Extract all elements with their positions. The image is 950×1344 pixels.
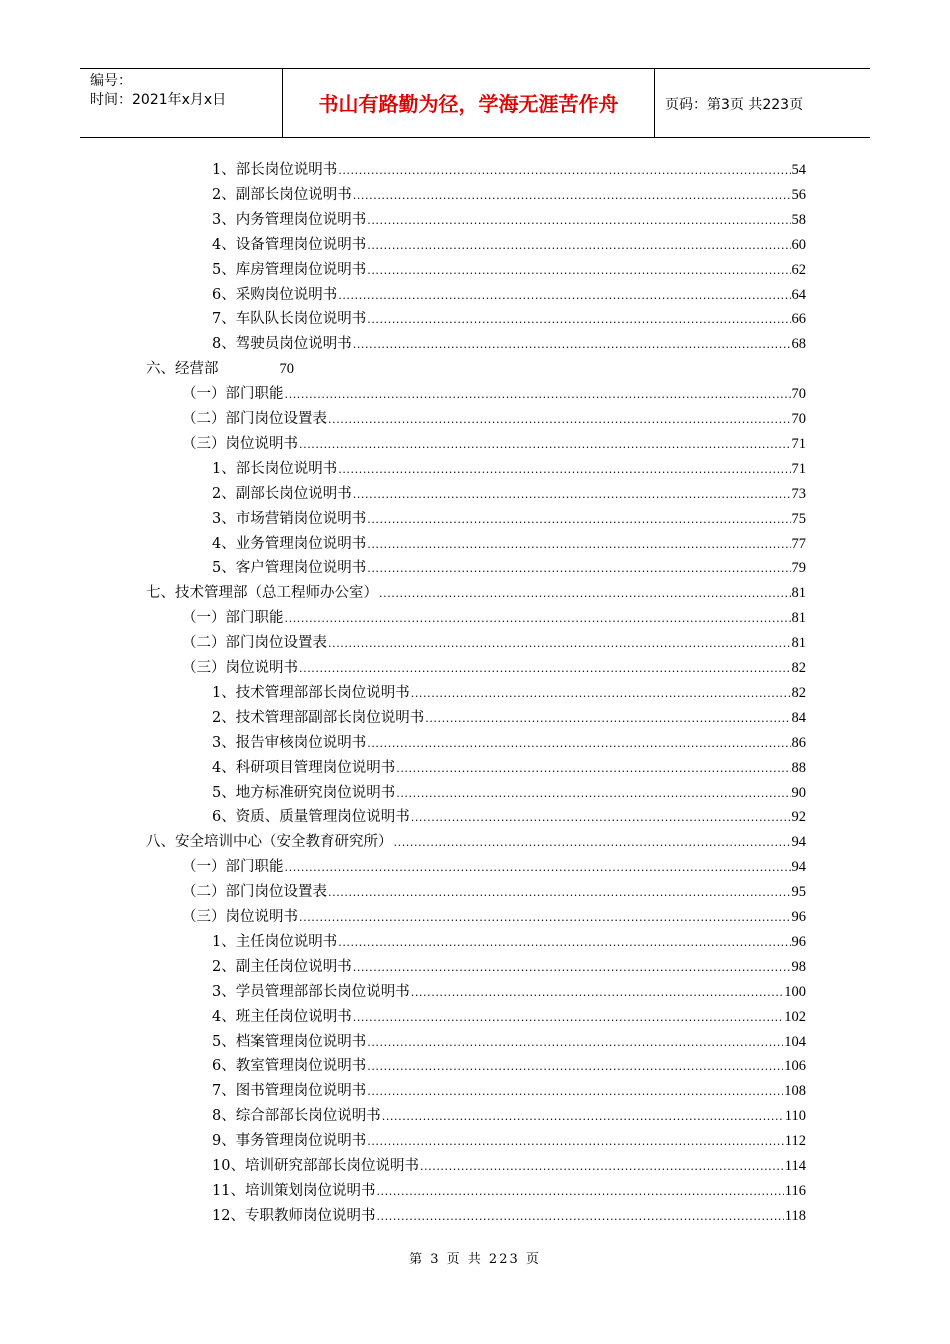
toc-entry[interactable] [212, 732, 806, 754]
toc-entry[interactable] [182, 856, 806, 878]
toc-entry[interactable] [212, 184, 806, 206]
toc-dot-leader [367, 733, 790, 755]
toc-dot-leader [411, 982, 784, 1004]
toc-entry-title: 八、安全培训中心（安全教育研究所） [146, 834, 393, 851]
toc-entry[interactable] [212, 1155, 806, 1177]
toc-entry[interactable] [182, 632, 806, 654]
toc-entry-page: 71 [791, 435, 806, 452]
header-motto-cell [283, 69, 655, 137]
page-footer: 第 3 页 共 223 页 [409, 1252, 541, 1267]
toc-entry-title: 6、采购岗位说明书 [212, 286, 338, 303]
toc-dot-leader [285, 384, 791, 406]
toc-dot-leader [379, 583, 791, 605]
toc-entry[interactable] [212, 508, 806, 530]
toc-entry[interactable] [212, 533, 806, 555]
toc-entry-title: 8、综合部部长岗位说明书 [212, 1108, 381, 1125]
toc-entry[interactable] [212, 1006, 806, 1028]
toc-dot-leader [338, 932, 790, 954]
toc-entry[interactable] [212, 259, 806, 281]
toc-entry-title: 1、部长岗位说明书 [212, 460, 338, 477]
toc-dot-leader [338, 459, 790, 481]
toc-entry-page: 84 [791, 709, 806, 726]
toc-entry-title: （三）岗位说明书 [182, 909, 298, 925]
toc-dot-leader [299, 434, 791, 456]
toc-entry[interactable] [212, 707, 806, 729]
toc-entry[interactable] [212, 981, 806, 1003]
toc-entry-title: 9、事务管理岗位说明书 [212, 1133, 367, 1150]
toc-dot-leader [367, 534, 790, 556]
toc-entry-page: 112 [784, 1133, 806, 1150]
toc-entry-title: 2、技术管理部副部长岗位说明书 [212, 709, 425, 726]
toc-dot-leader [328, 409, 791, 431]
toc-entry-title: 3、报告审核岗位说明书 [212, 734, 367, 751]
toc-dot-leader [353, 185, 791, 207]
toc-dot-leader [328, 882, 791, 904]
toc-entry-page: 79 [791, 560, 806, 577]
toc-entry[interactable] [146, 582, 806, 604]
toc-entry-page: 86 [791, 734, 806, 751]
toc-entry-page: 92 [791, 809, 806, 826]
toc-entry-title: 七、技术管理部（总工程师办公室） [146, 585, 378, 602]
toc-dot-leader [353, 484, 791, 506]
toc-entry-title: （三）岗位说明书 [182, 435, 298, 452]
toc-entry-page: 82 [791, 660, 806, 676]
toc-entry-title: 2、副部长岗位说明书 [212, 485, 352, 502]
toc-entry-title: 3、学员管理部部长岗位说明书 [212, 983, 410, 1000]
toc-dot-leader [367, 235, 790, 257]
toc-entry-page: 116 [784, 1182, 806, 1199]
toc-entry[interactable] [212, 1105, 806, 1127]
toc-entry-title: 3、市场营销岗位说明书 [212, 510, 367, 527]
toc-dot-leader [285, 857, 791, 879]
toc-dot-leader [367, 260, 790, 282]
toc-entry-title: 1、技术管理部部长岗位说明书 [212, 684, 410, 701]
toc-entry-title: 3、内务管理岗位说明书 [212, 211, 367, 228]
toc-entry[interactable] [212, 159, 806, 181]
toc-entry-page: 66 [791, 311, 806, 328]
toc-entry-page: 95 [791, 884, 806, 901]
toc-entry[interactable] [212, 931, 806, 953]
toc-dot-leader [367, 210, 790, 232]
toc-dot-leader [338, 285, 790, 307]
toc-entry[interactable] [212, 682, 806, 704]
toc-entry-page: 88 [791, 759, 806, 776]
toc-entry[interactable] [212, 284, 806, 306]
toc-dot-leader [411, 683, 791, 705]
toc-dot-leader [376, 1181, 783, 1203]
toc-entry-page: 77 [791, 535, 806, 552]
toc-entry-title: 4、设备管理岗位说明书 [212, 236, 367, 253]
toc-dot-leader [367, 509, 790, 531]
toc-entry[interactable] [212, 1205, 806, 1227]
toc-entry-title: 4、业务管理岗位说明书 [212, 535, 367, 552]
toc-entry-page: 56 [791, 186, 806, 203]
toc-entry-page: 58 [791, 211, 806, 228]
toc-entry[interactable] [212, 234, 806, 256]
toc-dot-leader [367, 558, 790, 580]
toc-entry-page: 64 [791, 286, 806, 303]
toc-entry-title: 7、车队队长岗位说明书 [212, 311, 367, 328]
toc-entry-title: 1、主任岗位说明书 [212, 933, 338, 950]
toc-entry-page: 102 [784, 1008, 806, 1025]
toc-dot-leader [285, 608, 791, 630]
toc-entry[interactable] [212, 782, 806, 804]
toc-entry[interactable] [212, 1130, 806, 1152]
toc-entry-page: 73 [791, 485, 806, 502]
toc-entry-title: 5、库房管理岗位说明书 [212, 261, 367, 278]
toc-entry-title: （一）部门职能 [182, 859, 284, 876]
toc-entry-title: （二）部门岗位设置表 [182, 411, 327, 427]
toc-dot-leader [353, 957, 791, 979]
toc-entry-title: 11、培训策划岗位说明书 [212, 1182, 376, 1199]
toc-entry-page: 108 [784, 1083, 806, 1100]
toc-entry-page: 81 [791, 635, 806, 652]
toc-entry-title: （二）部门岗位设置表 [182, 884, 327, 901]
header-meta-cell [80, 69, 283, 137]
toc-entry-page: 62 [791, 261, 806, 278]
toc-entry-title: 6、教室管理岗位说明书 [212, 1058, 367, 1075]
toc-entry-page: 94 [791, 859, 806, 876]
toc-entry[interactable] [182, 408, 806, 430]
toc-entry[interactable] [182, 657, 806, 679]
toc-entry-page: 82 [791, 684, 806, 701]
toc-entry-title: 5、地方标准研究岗位说明书 [212, 784, 396, 801]
toc-entry-title: 8、驾驶员岗位说明书 [212, 336, 352, 353]
toc-dot-leader [353, 334, 791, 356]
toc-entry-title: 7、图书管理岗位说明书 [212, 1083, 367, 1100]
toc-entry[interactable] [182, 607, 806, 629]
toc-entry-title: 1、部长岗位说明书 [212, 162, 338, 178]
toc-entry[interactable] [212, 308, 806, 330]
toc-entry-page: 114 [784, 1158, 806, 1174]
toc-dot-leader [367, 1056, 783, 1078]
toc-entry[interactable] [212, 333, 806, 355]
toc-entry-title: 2、副部长岗位说明书 [212, 186, 352, 203]
toc-dot-leader [299, 658, 791, 680]
toc-entry-page: 94 [791, 834, 806, 851]
header-page-cell [655, 69, 870, 137]
toc-entry-page: 75 [791, 510, 806, 527]
toc-dot-leader [353, 1007, 784, 1029]
toc-entry-page: 110 [784, 1108, 806, 1125]
header-motto: 书山有路勤为径，学海无涯苦作舟 [318, 92, 619, 116]
toc-entry-page: 98 [791, 958, 806, 975]
toc-dot-leader [394, 832, 791, 854]
toc-entry-page: 60 [791, 236, 806, 253]
toc-dot-leader [396, 783, 790, 805]
toc-entry-page: 118 [784, 1207, 806, 1224]
toc-entry-page: 71 [791, 460, 806, 477]
toc-dot-leader [299, 907, 791, 929]
toc-entry-page: 106 [784, 1058, 806, 1075]
toc-entry-title: 2、副主任岗位说明书 [212, 958, 352, 975]
toc-dot-leader [367, 1081, 783, 1103]
toc-entry-title: 4、班主任岗位说明书 [212, 1008, 352, 1025]
toc-entry-page: 70 [791, 411, 806, 427]
toc-entry[interactable] [212, 1180, 806, 1202]
toc-entry-title: 4、科研项目管理岗位说明书 [212, 759, 396, 776]
toc-entry[interactable] [212, 1080, 806, 1102]
toc-entry-page: 70 [279, 361, 294, 378]
toc-dot-leader [338, 160, 790, 182]
toc-dot-leader [367, 309, 790, 331]
toc-entry-title: 6、资质、质量管理岗位说明书 [212, 809, 410, 826]
toc-entry-title: （三）岗位说明书 [182, 660, 298, 676]
toc-entry[interactable] [146, 831, 806, 853]
toc-entry[interactable] [212, 483, 806, 505]
toc-entry[interactable] [182, 383, 806, 405]
toc-entry[interactable] [146, 358, 294, 380]
toc-entry[interactable] [212, 1031, 806, 1053]
toc-entry-page: 104 [784, 1033, 806, 1050]
toc-entry-page: 81 [791, 610, 806, 627]
toc-entry-page: 100 [784, 983, 806, 1000]
toc-dot-leader [382, 1106, 784, 1128]
toc-entry-page: 68 [791, 336, 806, 353]
toc-entry-page: 70 [791, 386, 806, 403]
toc-entry-title: 10、培训研究部部长岗位说明书 [212, 1158, 419, 1174]
toc-entry-page: 90 [791, 784, 806, 801]
page-header [80, 68, 870, 138]
toc-entry-title: （二）部门岗位设置表 [182, 635, 327, 652]
toc-dot-leader [411, 807, 791, 829]
toc-dot-leader [396, 758, 790, 780]
toc-entry-title: 六、经营部 [146, 361, 219, 378]
toc-entry[interactable] [212, 757, 806, 779]
toc-entry-page: 96 [791, 933, 806, 950]
toc-dot-leader [367, 1032, 783, 1054]
toc-entry-title: 5、档案管理岗位说明书 [212, 1033, 367, 1050]
toc-entry[interactable] [182, 906, 806, 928]
toc-entry-title: 12、专职教师岗位说明书 [212, 1207, 376, 1224]
toc-entry[interactable] [212, 557, 806, 579]
toc-entry[interactable] [212, 458, 806, 480]
toc-entry[interactable] [212, 806, 806, 828]
toc-entry-title: （一）部门职能 [182, 386, 284, 403]
document-number-label: 编号： [90, 73, 132, 89]
toc-entry-title: 5、客户管理岗位说明书 [212, 560, 367, 577]
document-time-label: 时间：2021年x月x日 [90, 92, 227, 108]
toc-entry[interactable] [182, 881, 806, 903]
toc-entry-page: 81 [791, 585, 806, 602]
toc-dot-leader [420, 1156, 784, 1178]
toc-entry[interactable] [212, 1055, 806, 1077]
toc-dot-leader [376, 1206, 783, 1228]
toc-entry[interactable] [212, 209, 806, 231]
toc-dot-leader [425, 708, 790, 730]
toc-entry[interactable] [182, 433, 806, 455]
header-page-number: 页码：第3页 共223页 [665, 97, 804, 113]
toc-entry-title: （一）部门职能 [182, 610, 284, 627]
toc-entry[interactable] [212, 956, 806, 978]
toc-entry-page: 96 [791, 909, 806, 925]
toc-dot-leader [367, 1131, 784, 1153]
toc-entry-page: 54 [791, 162, 806, 178]
toc-dot-leader [328, 633, 791, 655]
